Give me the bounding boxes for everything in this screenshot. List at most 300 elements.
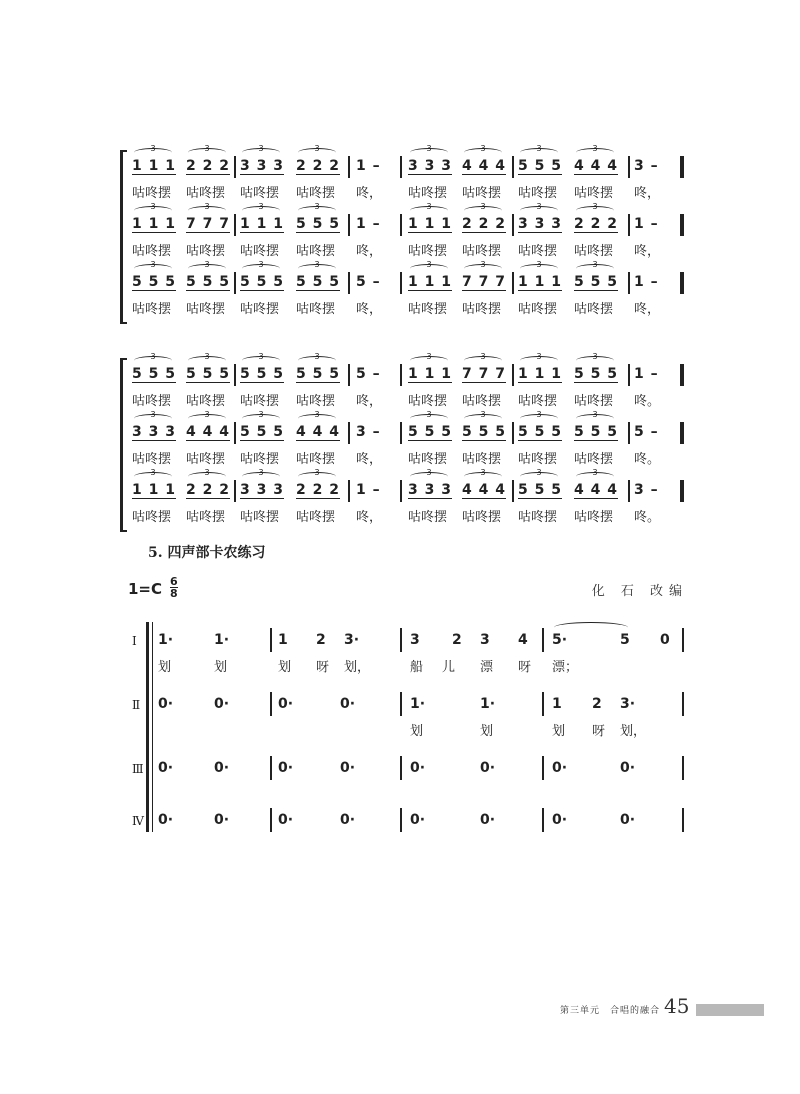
notation-row xyxy=(128,468,690,502)
barline xyxy=(512,364,514,386)
note-group: 1 – xyxy=(634,366,659,382)
canon-lyric: 呀 xyxy=(518,660,532,675)
barline xyxy=(348,214,350,236)
lyric-syllable: 咕咚摆 xyxy=(186,394,226,409)
triplet-bracket: 3 xyxy=(242,356,280,365)
canon-note: 0· xyxy=(552,760,568,776)
note-group: 3 3 3 xyxy=(240,158,284,174)
note-group: 4 4 4 xyxy=(296,424,340,440)
note-group: 5 – xyxy=(634,424,659,440)
triplet-bracket: 3 xyxy=(464,206,502,215)
tie-arc xyxy=(554,622,628,633)
beam-line xyxy=(462,382,506,383)
lyric-row xyxy=(128,448,690,466)
triplet-bracket: 3 xyxy=(242,414,280,423)
lyric-syllable: 咕咚摆 xyxy=(186,302,226,317)
lyric-syllable: 咚， xyxy=(634,302,661,317)
beam-line xyxy=(574,382,618,383)
note-group: 1 1 1 xyxy=(408,274,452,290)
lyric-syllable: 咕咚摆 xyxy=(132,394,172,409)
note-group: 2 2 2 xyxy=(186,482,230,498)
lyric-syllable: 咕咚摆 xyxy=(462,510,502,525)
canon-note: 1· xyxy=(410,696,426,712)
barline xyxy=(234,480,236,502)
lyric-row xyxy=(128,390,690,408)
triplet-bracket: 3 xyxy=(242,472,280,481)
beam-line xyxy=(518,290,562,291)
canon-lyric: 漂； xyxy=(552,660,579,675)
beam-line xyxy=(462,290,506,291)
barline xyxy=(234,422,236,444)
lyric-syllable: 咕咚摆 xyxy=(186,244,226,259)
final-barline xyxy=(680,214,684,236)
canon-note: 0· xyxy=(340,696,356,712)
final-barline xyxy=(680,364,684,386)
lyric-syllable: 咕咚摆 xyxy=(132,186,172,201)
barline xyxy=(348,422,350,444)
beam-line xyxy=(518,232,562,233)
barline xyxy=(348,272,350,294)
lyric-syllable: 咕咚摆 xyxy=(132,244,172,259)
lyric-row xyxy=(128,240,690,258)
note-group: 1 1 1 xyxy=(408,366,452,382)
triplet-bracket: 3 xyxy=(520,148,558,157)
triplet-bracket: 3 xyxy=(576,148,614,157)
note-group: 1 – xyxy=(356,216,381,232)
canon-note: 0· xyxy=(158,760,174,776)
barline xyxy=(348,156,350,178)
triplet-bracket: 3 xyxy=(520,414,558,423)
lyric-syllable: 咕咚摆 xyxy=(132,302,172,317)
note-group: 5 5 5 xyxy=(240,274,284,290)
barline xyxy=(234,156,236,178)
beam-line xyxy=(462,440,506,441)
barline xyxy=(512,480,514,502)
canon-barline xyxy=(270,756,272,780)
beam-line xyxy=(518,382,562,383)
beam-line xyxy=(574,290,618,291)
canon-note: 4 xyxy=(518,632,528,648)
barline xyxy=(400,156,402,178)
lyric-syllable: 咕咚摆 xyxy=(574,244,614,259)
beam-line xyxy=(240,290,284,291)
canon-note: 0· xyxy=(214,812,230,828)
beam-line xyxy=(408,174,452,175)
triplet-bracket: 3 xyxy=(188,414,226,423)
note-group: 3 – xyxy=(356,424,381,440)
triplet-bracket: 3 xyxy=(134,356,172,365)
triplet-bracket: 3 xyxy=(464,414,502,423)
barline xyxy=(512,422,514,444)
note-group: 5 5 5 xyxy=(518,158,562,174)
canon-note: 2 xyxy=(452,632,462,648)
triplet-bracket: 3 xyxy=(298,148,336,157)
barline xyxy=(628,156,630,178)
note-group: 5 5 5 xyxy=(408,424,452,440)
barline xyxy=(400,214,402,236)
triplet-bracket: 3 xyxy=(410,356,448,365)
lyric-syllable: 咕咚摆 xyxy=(240,186,280,201)
lyric-syllable: 咕咚摆 xyxy=(240,510,280,525)
lyric-syllable: 咕咚摆 xyxy=(408,394,448,409)
barline xyxy=(234,214,236,236)
triplet-bracket: 3 xyxy=(520,472,558,481)
canon-barline xyxy=(270,692,272,716)
note-group: 4 4 4 xyxy=(574,482,618,498)
note-group: 2 2 2 xyxy=(574,216,618,232)
note-group: 5 5 5 xyxy=(186,366,230,382)
note-group: 5 5 5 xyxy=(132,274,176,290)
note-group: 3 – xyxy=(634,482,659,498)
beam-line xyxy=(186,498,230,499)
beam-line xyxy=(186,440,230,441)
canon-note: 5 xyxy=(620,632,630,648)
note-group: 5 5 5 xyxy=(296,216,340,232)
triplet-bracket: 3 xyxy=(188,356,226,365)
lyric-syllable: 咚。 xyxy=(634,394,661,409)
triplet-bracket: 3 xyxy=(410,264,448,273)
beam-line xyxy=(408,232,452,233)
lyric-syllable: 咕咚摆 xyxy=(132,510,172,525)
lyric-syllable: 咕咚摆 xyxy=(574,452,614,467)
barline xyxy=(512,214,514,236)
canon-note: 0· xyxy=(158,812,174,828)
triplet-bracket: 3 xyxy=(134,206,172,215)
lyric-syllable: 咕咚摆 xyxy=(296,510,336,525)
beam-line xyxy=(574,498,618,499)
time-bottom: 8 xyxy=(170,587,178,600)
triplet-bracket: 3 xyxy=(188,264,226,273)
lyric-syllable: 咕咚摆 xyxy=(408,302,448,317)
canon-barline xyxy=(400,628,402,652)
beam-line xyxy=(296,382,340,383)
final-barline xyxy=(680,156,684,178)
beam-line xyxy=(296,174,340,175)
note-group: 1 1 1 xyxy=(132,158,176,174)
canon-note: 5· xyxy=(552,632,568,648)
canon-lyric: 呀 xyxy=(592,724,606,739)
note-group: 4 4 4 xyxy=(574,158,618,174)
beam-line xyxy=(240,382,284,383)
lyric-syllable: 咚。 xyxy=(634,510,661,525)
triplet-bracket: 3 xyxy=(576,356,614,365)
note-group: 3 3 3 xyxy=(132,424,176,440)
triplet-bracket: 3 xyxy=(298,414,336,423)
note-group: 4 4 4 xyxy=(186,424,230,440)
beam-line xyxy=(462,174,506,175)
note-group: 1 – xyxy=(634,274,659,290)
canon-lyric: 漂 xyxy=(480,660,494,675)
beam-line xyxy=(132,382,176,383)
lyric-syllable: 咕咚摆 xyxy=(518,510,558,525)
note-group: 1 – xyxy=(356,482,381,498)
notation-row xyxy=(128,410,690,444)
barline xyxy=(234,272,236,294)
beam-line xyxy=(186,232,230,233)
lyric-row xyxy=(128,506,690,524)
canon-note: 3 xyxy=(410,632,420,648)
canon-note: 3 xyxy=(480,632,490,648)
canon-note: 0· xyxy=(410,812,426,828)
canon-lyric: 划 xyxy=(410,724,424,739)
beam-line xyxy=(296,440,340,441)
beam-line xyxy=(186,290,230,291)
lyric-syllable: 咕咚摆 xyxy=(462,452,502,467)
barline xyxy=(400,422,402,444)
beam-line xyxy=(518,440,562,441)
notation-row xyxy=(128,260,690,294)
note-group: 1 1 1 xyxy=(132,216,176,232)
note-group: 1 – xyxy=(634,216,659,232)
note-group: 7 7 7 xyxy=(186,216,230,232)
lyric-syllable: 咕咚摆 xyxy=(518,186,558,201)
lyric-syllable: 咕咚摆 xyxy=(408,510,448,525)
lyric-syllable: 咕咚摆 xyxy=(240,394,280,409)
canon-barline xyxy=(682,692,684,716)
canon-note: 0· xyxy=(214,696,230,712)
canon-note: 1· xyxy=(214,632,230,648)
note-group: 5 5 5 xyxy=(240,366,284,382)
note-group: 7 7 7 xyxy=(462,274,506,290)
triplet-bracket: 3 xyxy=(242,264,280,273)
lyric-row xyxy=(128,182,690,200)
canon-note: 0· xyxy=(278,760,294,776)
triplet-bracket: 3 xyxy=(576,414,614,423)
lyric-syllable: 咚， xyxy=(356,510,383,525)
beam-line xyxy=(132,290,176,291)
lyric-syllable: 咚， xyxy=(634,244,661,259)
voice-label: Ⅳ xyxy=(132,814,144,828)
lyric-row xyxy=(128,298,690,316)
notation-row xyxy=(128,202,690,236)
note-group: 5 5 5 xyxy=(518,482,562,498)
final-barline xyxy=(680,422,684,444)
canon-note: 0· xyxy=(214,760,230,776)
barline xyxy=(400,364,402,386)
lyric-syllable: 咕咚摆 xyxy=(518,452,558,467)
voice-label: Ⅲ xyxy=(132,762,144,776)
barline xyxy=(512,272,514,294)
canon-note: 0 xyxy=(660,632,670,648)
barline xyxy=(512,156,514,178)
lyric-syllable: 咚， xyxy=(634,186,661,201)
triplet-bracket: 3 xyxy=(298,472,336,481)
triplet-bracket: 3 xyxy=(464,148,502,157)
canon-note: 1 xyxy=(552,696,562,712)
triplet-bracket: 3 xyxy=(576,206,614,215)
lyric-syllable: 咕咚摆 xyxy=(186,510,226,525)
lyric-syllable: 咕咚摆 xyxy=(240,452,280,467)
triplet-bracket: 3 xyxy=(134,472,172,481)
note-group: 2 2 2 xyxy=(296,158,340,174)
canon-barline xyxy=(542,692,544,716)
note-group: 5 5 5 xyxy=(462,424,506,440)
triplet-bracket: 3 xyxy=(464,356,502,365)
canon-note: 0· xyxy=(480,812,496,828)
lyric-syllable: 咕咚摆 xyxy=(296,302,336,317)
beam-line xyxy=(408,382,452,383)
beam-line xyxy=(574,174,618,175)
note-group: 3 3 3 xyxy=(408,158,452,174)
note-group: 5 5 5 xyxy=(574,366,618,382)
lyric-syllable: 咕咚摆 xyxy=(186,452,226,467)
canon-barline xyxy=(400,808,402,832)
canon-note: 0· xyxy=(410,760,426,776)
barline xyxy=(348,364,350,386)
lyric-syllable: 咕咚摆 xyxy=(296,452,336,467)
note-group: 5 5 5 xyxy=(296,366,340,382)
barline xyxy=(348,480,350,502)
note-group: 1 1 1 xyxy=(518,274,562,290)
beam-line xyxy=(240,440,284,441)
beam-line xyxy=(186,174,230,175)
beam-line xyxy=(296,290,340,291)
beam-line xyxy=(518,174,562,175)
canon-note: 3· xyxy=(344,632,360,648)
triplet-bracket: 3 xyxy=(242,148,280,157)
canon-note: 2 xyxy=(316,632,326,648)
barline xyxy=(400,272,402,294)
barline xyxy=(628,364,630,386)
triplet-bracket: 3 xyxy=(520,206,558,215)
canon-lyric: 划， xyxy=(620,724,647,739)
note-group: 5 5 5 xyxy=(296,274,340,290)
notation-row xyxy=(128,144,690,178)
beam-line xyxy=(408,440,452,441)
canon-lyric: 划 xyxy=(552,724,566,739)
note-group: 5 – xyxy=(356,274,381,290)
lyric-syllable: 咕咚摆 xyxy=(240,302,280,317)
note-group: 3 3 3 xyxy=(408,482,452,498)
lyric-syllable: 咕咚摆 xyxy=(574,186,614,201)
lyric-syllable: 咚， xyxy=(356,452,383,467)
canon-barline xyxy=(542,756,544,780)
triplet-bracket: 3 xyxy=(188,148,226,157)
triplet-bracket: 3 xyxy=(134,148,172,157)
voice-label: Ⅰ xyxy=(132,634,137,648)
canon-brace-inner xyxy=(152,622,155,832)
canon-barline xyxy=(400,692,402,716)
lyric-syllable: 咕咚摆 xyxy=(462,394,502,409)
canon-note: 2 xyxy=(592,696,602,712)
lyric-syllable: 咕咚摆 xyxy=(296,394,336,409)
canon-note: 0· xyxy=(340,812,356,828)
beam-line xyxy=(408,498,452,499)
lyric-syllable: 咕咚摆 xyxy=(132,452,172,467)
note-group: 2 2 2 xyxy=(296,482,340,498)
canon-barline xyxy=(682,808,684,832)
beam-line xyxy=(408,290,452,291)
beam-line xyxy=(296,232,340,233)
triplet-bracket: 3 xyxy=(576,472,614,481)
note-group: 5 5 5 xyxy=(132,366,176,382)
triplet-bracket: 3 xyxy=(242,206,280,215)
canon-lyric: 划， xyxy=(344,660,371,675)
note-group: 5 5 5 xyxy=(186,274,230,290)
canon-barline xyxy=(682,756,684,780)
lyric-syllable: 咕咚摆 xyxy=(462,302,502,317)
triplet-bracket: 3 xyxy=(134,264,172,273)
barline xyxy=(628,272,630,294)
lyric-syllable: 咕咚摆 xyxy=(574,394,614,409)
triplet-bracket: 3 xyxy=(298,356,336,365)
canon-barline xyxy=(270,628,272,652)
system1 xyxy=(128,144,690,325)
page-number: 45 xyxy=(664,994,690,1018)
beam-line xyxy=(240,174,284,175)
lyric-syllable: 咚， xyxy=(356,244,383,259)
canon-note: 0· xyxy=(620,812,636,828)
beam-line xyxy=(132,232,176,233)
barline xyxy=(628,214,630,236)
canon-note: 0· xyxy=(552,812,568,828)
barline xyxy=(234,364,236,386)
triplet-bracket: 3 xyxy=(298,206,336,215)
system2-brace xyxy=(120,358,127,532)
footer-bar xyxy=(696,1004,764,1016)
beam-line xyxy=(518,498,562,499)
triplet-bracket: 3 xyxy=(188,472,226,481)
triplet-bracket: 3 xyxy=(464,264,502,273)
lyric-syllable: 咕咚摆 xyxy=(408,244,448,259)
barline xyxy=(628,480,630,502)
lyric-syllable: 咕咚摆 xyxy=(296,244,336,259)
footer-unit: 第三单元 合唱的融合 xyxy=(560,1006,661,1016)
canon-note: 0· xyxy=(278,696,294,712)
canon-barline xyxy=(682,628,684,652)
lyric-syllable: 咕咚摆 xyxy=(462,186,502,201)
triplet-bracket: 3 xyxy=(410,414,448,423)
lyric-syllable: 咚， xyxy=(356,302,383,317)
voice-label: Ⅱ xyxy=(132,698,141,712)
note-group: 5 – xyxy=(356,366,381,382)
note-group: 1 – xyxy=(356,158,381,174)
canon-note: 1 xyxy=(278,632,288,648)
beam-line xyxy=(462,232,506,233)
triplet-bracket: 3 xyxy=(410,206,448,215)
barline xyxy=(400,480,402,502)
lyric-syllable: 咕咚摆 xyxy=(574,510,614,525)
note-group: 1 1 1 xyxy=(132,482,176,498)
note-group: 5 5 5 xyxy=(518,424,562,440)
note-group: 5 5 5 xyxy=(574,424,618,440)
note-group: 3 3 3 xyxy=(240,482,284,498)
barline xyxy=(628,422,630,444)
lyric-syllable: 咕咚摆 xyxy=(186,186,226,201)
beam-line xyxy=(462,498,506,499)
note-group: 1 1 1 xyxy=(518,366,562,382)
system1-brace xyxy=(120,150,127,324)
beam-line xyxy=(132,174,176,175)
canon-lyric: 划 xyxy=(158,660,172,675)
lyric-syllable: 咚， xyxy=(356,186,383,201)
note-group: 5 5 5 xyxy=(240,424,284,440)
lyric-syllable: 咚。 xyxy=(634,452,661,467)
canon-note: 3· xyxy=(620,696,636,712)
beam-line xyxy=(132,498,176,499)
triplet-bracket: 3 xyxy=(410,148,448,157)
lyric-syllable: 咕咚摆 xyxy=(518,302,558,317)
triplet-bracket: 3 xyxy=(134,414,172,423)
system2 xyxy=(128,352,690,533)
canon-barline xyxy=(542,628,544,652)
time-signature xyxy=(170,576,178,599)
canon-note: 0· xyxy=(158,696,174,712)
note-group: 2 2 2 xyxy=(186,158,230,174)
triplet-bracket: 3 xyxy=(576,264,614,273)
note-group: 2 2 2 xyxy=(462,216,506,232)
canon-barline xyxy=(400,756,402,780)
